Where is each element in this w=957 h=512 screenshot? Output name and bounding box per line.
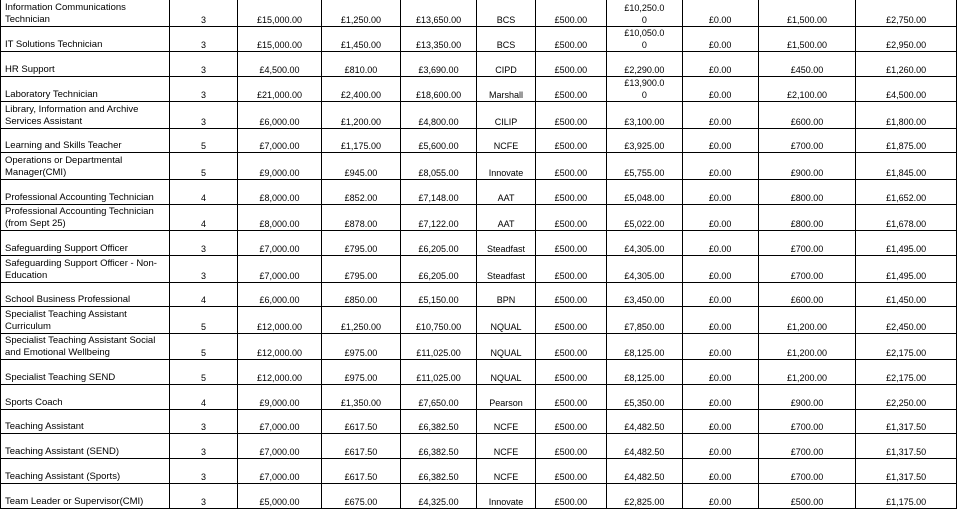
value-cell-c3: £617.50 [322,459,400,484]
value-cell-c4: £11,025.00 [400,334,477,360]
apprenticeship-name-cell: Specialist Teaching Assistant Social and Emotional Wellbeing [1,334,170,360]
value-cell-c4: £6,382.50 [400,459,477,484]
value-cell-c8: £0.00 [682,180,758,205]
value-cell-c4: £7,148.00 [400,180,477,205]
value-cell-level: 3 [170,77,238,102]
value-cell-c9: £1,500.00 [758,27,856,52]
value-cell-funding: £9,000.00 [237,153,321,180]
value-cell-c6: £500.00 [535,410,606,434]
table-row [1,410,957,434]
value-cell-level: 5 [170,307,238,334]
awarding-body-cell: Steadfast [477,256,535,283]
awarding-body-cell: BPN [477,283,535,307]
value-cell-c8: £0.00 [682,283,758,307]
apprenticeship-name-cell: Safeguarding Support Officer [1,231,170,256]
value-cell-c9: £700.00 [758,256,856,283]
apprenticeship-name-cell: Professional Accounting Technician (from Sept 25) [1,205,170,231]
value-cell-c7: £3,450.00 [607,283,683,307]
apprenticeship-name-cell: IT Solutions Technician [1,27,170,52]
value-cell-c6: £500.00 [535,484,606,509]
value-cell-c8: £0.00 [682,0,758,27]
value-cell-c10: £1,678.00 [856,205,957,231]
awarding-body-cell: BCS [477,0,535,27]
value-cell-funding: £7,000.00 [237,434,321,459]
awarding-body-cell: Marshall [477,77,535,102]
value-cell-c8: £0.00 [682,153,758,180]
value-cell-c4: £7,122.00 [400,205,477,231]
table-row [1,484,957,509]
table-row [1,334,957,360]
value-cell-c4: £3,690.00 [400,52,477,77]
value-cell-funding: £7,000.00 [237,410,321,434]
value-cell-c9: £900.00 [758,153,856,180]
value-cell-c8: £0.00 [682,102,758,129]
value-cell-funding: £21,000.00 [237,77,321,102]
value-cell-c9: £900.00 [758,385,856,410]
value-cell-c3: £1,175.00 [322,129,400,153]
value-cell-c10: £1,875.00 [856,129,957,153]
value-cell-c10: £2,175.00 [856,360,957,385]
apprenticeship-name-cell: Sports Coach [1,385,170,410]
value-cell-c10: £2,450.00 [856,307,957,334]
value-cell-c6: £500.00 [535,129,606,153]
awarding-body-cell: NQUAL [477,334,535,360]
apprenticeship-name-cell: Library, Information and Archive Services Assistant [1,102,170,129]
value-cell-c10: £1,317.50 [856,434,957,459]
value-cell-funding: £5,000.00 [237,484,321,509]
value-cell-c9: £700.00 [758,129,856,153]
value-cell-level: 4 [170,205,238,231]
awarding-body-cell: Innovate [477,484,535,509]
value-cell-level: 3 [170,459,238,484]
value-cell-c7: £4,482.50 [607,434,683,459]
value-cell-c4: £8,055.00 [400,153,477,180]
value-cell-level: 3 [170,27,238,52]
value-cell-c3: £810.00 [322,52,400,77]
value-cell-c7: £3,100.00 [607,102,683,129]
value-cell-c6: £500.00 [535,102,606,129]
value-cell-c10: £1,800.00 [856,102,957,129]
apprenticeship-name-cell: Learning and Skills Teacher [1,129,170,153]
value-cell-c10: £1,260.00 [856,52,957,77]
apprenticeship-name-cell: Operations or Departmental Manager(CMI) [1,153,170,180]
value-cell-c7: £8,125.00 [607,334,683,360]
value-cell-c6: £500.00 [535,283,606,307]
value-cell-c6: £500.00 [535,153,606,180]
value-cell-level: 3 [170,0,238,27]
value-cell-level: 3 [170,434,238,459]
apprenticeship-name-cell: Safeguarding Support Officer - Non-Education [1,256,170,283]
value-cell-c8: £0.00 [682,129,758,153]
value-cell-c3: £1,350.00 [322,385,400,410]
value-cell-c7: £2,825.00 [607,484,683,509]
value-cell-c4: £11,025.00 [400,360,477,385]
value-cell-c8: £0.00 [682,52,758,77]
table-row [1,434,957,459]
value-cell-c3: £852.00 [322,180,400,205]
table-row [1,77,957,102]
value-cell-c3: £795.00 [322,231,400,256]
awarding-body-cell: Pearson [477,385,535,410]
value-cell-funding: £6,000.00 [237,102,321,129]
value-cell-c6: £500.00 [535,180,606,205]
table-row [1,459,957,484]
value-cell-c4: £7,650.00 [400,385,477,410]
table-row [1,385,957,410]
value-cell-level: 5 [170,334,238,360]
value-cell-c8: £0.00 [682,484,758,509]
awarding-body-cell: AAT [477,180,535,205]
table-row [1,102,957,129]
value-cell-funding: £15,000.00 [237,27,321,52]
value-cell-funding: £12,000.00 [237,334,321,360]
value-cell-funding: £7,000.00 [237,256,321,283]
value-cell-c3: £2,400.00 [322,77,400,102]
awarding-body-cell: Innovate [477,153,535,180]
awarding-body-cell: Steadfast [477,231,535,256]
value-cell-c4: £10,750.00 [400,307,477,334]
value-cell-c8: £0.00 [682,231,758,256]
value-cell-c7: £4,305.00 [607,256,683,283]
value-cell-level: 3 [170,256,238,283]
value-cell-c9: £1,200.00 [758,334,856,360]
value-cell-c8: £0.00 [682,360,758,385]
value-cell-c3: £878.00 [322,205,400,231]
value-cell-c3: £1,450.00 [322,27,400,52]
value-cell-funding: £9,000.00 [237,385,321,410]
awarding-body-cell: AAT [477,205,535,231]
value-cell-c8: £0.00 [682,410,758,434]
value-cell-c10: £1,317.50 [856,410,957,434]
value-cell-c9: £700.00 [758,231,856,256]
value-cell-c9: £700.00 [758,459,856,484]
value-cell-c6: £500.00 [535,27,606,52]
value-cell-c8: £0.00 [682,77,758,102]
value-cell-c6: £500.00 [535,334,606,360]
value-cell-c6: £500.00 [535,205,606,231]
value-cell-c9: £2,100.00 [758,77,856,102]
value-cell-c7: £4,305.00 [607,231,683,256]
apprenticeship-name-cell: Laboratory Technician [1,77,170,102]
value-cell-funding: £7,000.00 [237,129,321,153]
value-cell-c7: £5,755.00 [607,153,683,180]
table-row [1,180,957,205]
table-row [1,129,957,153]
value-cell-c3: £795.00 [322,256,400,283]
apprenticeship-name-cell: Teaching Assistant (Sports) [1,459,170,484]
awarding-body-cell: CILIP [477,102,535,129]
value-cell-c3: £675.00 [322,484,400,509]
value-cell-c10: £1,450.00 [856,283,957,307]
table-row [1,52,957,77]
table-row [1,153,957,180]
value-cell-funding: £6,000.00 [237,283,321,307]
value-cell-c8: £0.00 [682,334,758,360]
value-cell-c7: £5,022.00 [607,205,683,231]
value-cell-c10: £1,495.00 [856,231,957,256]
value-cell-c10: £1,652.00 [856,180,957,205]
table-body [1,0,957,509]
value-cell-c8: £0.00 [682,256,758,283]
value-cell-c7: £5,350.00 [607,385,683,410]
value-cell-c10: £1,175.00 [856,484,957,509]
value-cell-c6: £500.00 [535,385,606,410]
value-cell-c9: £450.00 [758,52,856,77]
value-cell-c3: £945.00 [322,153,400,180]
value-cell-c10: £1,845.00 [856,153,957,180]
value-cell-c3: £850.00 [322,283,400,307]
value-cell-c6: £500.00 [535,307,606,334]
value-cell-funding: £8,000.00 [237,180,321,205]
value-cell-c4: £4,800.00 [400,102,477,129]
apprenticeship-name-cell: School Business Professional [1,283,170,307]
value-cell-c7: £10,250.0 0 [607,0,683,27]
awarding-body-cell: NCFE [477,434,535,459]
awarding-body-cell: BCS [477,27,535,52]
value-cell-c6: £500.00 [535,360,606,385]
value-cell-funding: £7,000.00 [237,459,321,484]
value-cell-c6: £500.00 [535,52,606,77]
apprenticeship-name-cell: HR Support [1,52,170,77]
value-cell-c10: £4,500.00 [856,77,957,102]
value-cell-level: 4 [170,385,238,410]
apprenticeship-name-cell: Specialist Teaching Assistant Curriculum [1,307,170,334]
value-cell-funding: £12,000.00 [237,307,321,334]
value-cell-c8: £0.00 [682,205,758,231]
value-cell-level: 5 [170,129,238,153]
value-cell-c4: £6,382.50 [400,410,477,434]
value-cell-c4: £6,382.50 [400,434,477,459]
value-cell-c3: £1,250.00 [322,0,400,27]
value-cell-c8: £0.00 [682,385,758,410]
value-cell-c3: £617.50 [322,434,400,459]
apprenticeship-name-cell: Teaching Assistant [1,410,170,434]
value-cell-c10: £2,250.00 [856,385,957,410]
table-row [1,231,957,256]
awarding-body-cell: NCFE [477,459,535,484]
value-cell-c8: £0.00 [682,434,758,459]
value-cell-c7: £13,900.0 0 [607,77,683,102]
value-cell-c3: £1,250.00 [322,307,400,334]
value-cell-level: 4 [170,180,238,205]
value-cell-c9: £1,200.00 [758,360,856,385]
value-cell-c4: £6,205.00 [400,231,477,256]
value-cell-c6: £500.00 [535,459,606,484]
value-cell-c6: £500.00 [535,77,606,102]
value-cell-level: 3 [170,102,238,129]
apprenticeship-name-cell: Information Communications Technician [1,0,170,27]
value-cell-c3: £975.00 [322,360,400,385]
value-cell-c9: £1,200.00 [758,307,856,334]
value-cell-funding: £7,000.00 [237,231,321,256]
value-cell-c4: £5,150.00 [400,283,477,307]
awarding-body-cell: NQUAL [477,307,535,334]
value-cell-c4: £18,600.00 [400,77,477,102]
value-cell-c7: £4,482.50 [607,410,683,434]
value-cell-c7: £7,850.00 [607,307,683,334]
value-cell-c7: £5,048.00 [607,180,683,205]
table-row [1,27,957,52]
value-cell-c4: £4,325.00 [400,484,477,509]
value-cell-c9: £1,500.00 [758,0,856,27]
value-cell-funding: £4,500.00 [237,52,321,77]
value-cell-c4: £13,650.00 [400,0,477,27]
value-cell-c6: £500.00 [535,231,606,256]
value-cell-c3: £975.00 [322,334,400,360]
value-cell-funding: £8,000.00 [237,205,321,231]
awarding-body-cell: NCFE [477,410,535,434]
value-cell-c6: £500.00 [535,0,606,27]
value-cell-c4: £13,350.00 [400,27,477,52]
table-row [1,256,957,283]
value-cell-c10: £2,950.00 [856,27,957,52]
apprenticeship-name-cell: Team Leader or Supervisor(CMI) [1,484,170,509]
table-row [1,360,957,385]
table-row [1,205,957,231]
awarding-body-cell: CIPD [477,52,535,77]
value-cell-c3: £617.50 [322,410,400,434]
value-cell-c7: £8,125.00 [607,360,683,385]
value-cell-c10: £2,750.00 [856,0,957,27]
value-cell-c9: £700.00 [758,410,856,434]
value-cell-c8: £0.00 [682,459,758,484]
value-cell-c10: £1,495.00 [856,256,957,283]
value-cell-funding: £12,000.00 [237,360,321,385]
value-cell-c9: £600.00 [758,283,856,307]
value-cell-c7: £2,290.00 [607,52,683,77]
table-row [1,0,957,27]
value-cell-c3: £1,200.00 [322,102,400,129]
awarding-body-cell: NCFE [477,129,535,153]
value-cell-c9: £700.00 [758,434,856,459]
value-cell-c9: £600.00 [758,102,856,129]
value-cell-c9: £800.00 [758,180,856,205]
value-cell-c7: £10,050.0 0 [607,27,683,52]
table-row [1,283,957,307]
apprenticeship-name-cell: Professional Accounting Technician [1,180,170,205]
value-cell-c8: £0.00 [682,307,758,334]
value-cell-level: 3 [170,52,238,77]
apprenticeship-name-cell: Teaching Assistant (SEND) [1,434,170,459]
value-cell-c7: £4,482.50 [607,459,683,484]
value-cell-level: 5 [170,153,238,180]
value-cell-c8: £0.00 [682,27,758,52]
value-cell-c10: £1,317.50 [856,459,957,484]
awarding-body-cell: NQUAL [477,360,535,385]
apprenticeship-name-cell: Specialist Teaching SEND [1,360,170,385]
value-cell-c10: £2,175.00 [856,334,957,360]
value-cell-c6: £500.00 [535,434,606,459]
value-cell-c9: £500.00 [758,484,856,509]
table-row [1,307,957,334]
value-cell-c4: £6,205.00 [400,256,477,283]
value-cell-level: 3 [170,231,238,256]
value-cell-c6: £500.00 [535,256,606,283]
value-cell-c9: £800.00 [758,205,856,231]
value-cell-c4: £5,600.00 [400,129,477,153]
value-cell-funding: £15,000.00 [237,0,321,27]
value-cell-c7: £3,925.00 [607,129,683,153]
value-cell-level: 3 [170,410,238,434]
value-cell-level: 4 [170,283,238,307]
value-cell-level: 3 [170,484,238,509]
value-cell-level: 5 [170,360,238,385]
